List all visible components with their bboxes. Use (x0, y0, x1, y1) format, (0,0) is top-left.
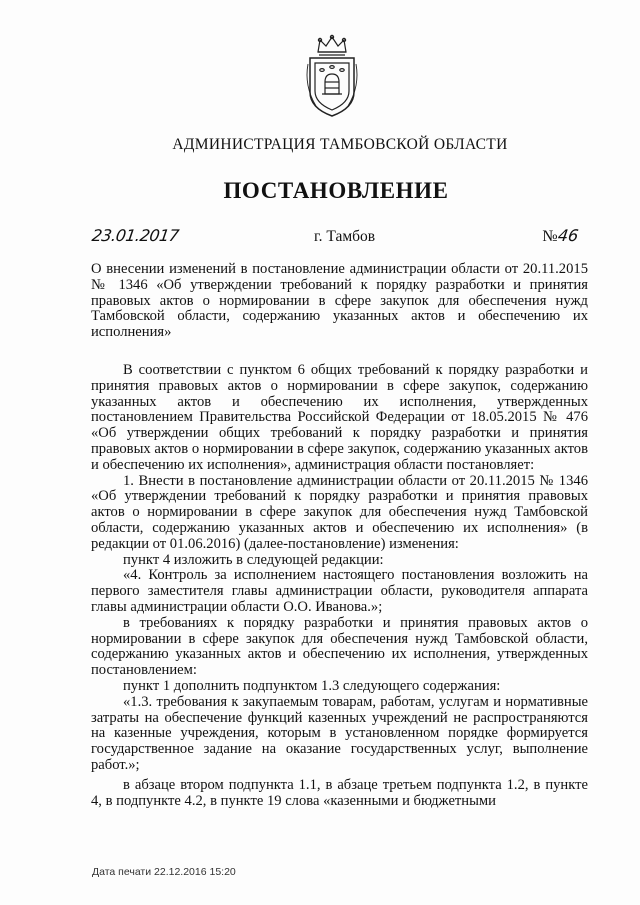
print-date-footer: Дата печати 22.12.2016 15:20 (92, 866, 236, 878)
tambov-coat-of-arms-icon (300, 34, 364, 120)
document-date: 23.01.2017 (90, 226, 180, 245)
body-paragraph: в абзаце втором подпункта 1.1, в абзаце третьем подпункта 1.2, в пункте 4, в подпункте 4.2, в пункте 19 слова «казенными и бюджетными (91, 776, 588, 809)
body-paragraph: 1. Внести в постановление администрации области от 20.11.2015 № 1346 «Об утверждении требований к порядку разработки и принятия правовых актов о нормировании в сфере закупок для обеспечения нужд Тамбовской области, содержанию указанных актов и обеспечению их исполнения» (в редакции от 01.06.2016) (далее-постановление) изменения: (91, 472, 588, 552)
document-city: г. Тамбов (314, 228, 376, 245)
document-body (91, 363, 588, 809)
document-number (542, 226, 578, 246)
number-value: 46 (556, 226, 580, 245)
document-type-title: ПОСТАНОВЛЕНИЕ (223, 178, 449, 203)
organization-name: АДМИНИСТРАЦИЯ ТАМБОВСКОЙ ОБЛАСТИ (172, 136, 508, 153)
body-paragraph: пункт 4 изложить в следующей редакции: (123, 551, 384, 568)
body-paragraph: в требованиях к порядку разработки и принятия правовых актов о нормировании в сфере закупок для обеспечения нужд Тамбовской области, содержанию указанных актов и обеспечению их исполнения, утвержденных постановлением: (91, 614, 588, 679)
body-paragraph: В соответствии с пунктом 6 общих требований к порядку разработки и принятия правовых актов о нормировании в сфере закупок, содержанию указанных актов и обеспечению их исполнения, утвержденных постановлением Правительства Российской Федерации от 18.05.2015 № 476 «Об утверждении общих требований к порядку разработки и принятия правовых актов о нормировании в сфере закупок, содержанию указанных актов и обеспечению их исполнения», администрация области постановляет: (91, 362, 588, 473)
body-paragraph: пункт 1 дополнить подпунктом 1.3 следующего содержания: (123, 677, 501, 694)
document-meta (92, 226, 578, 250)
document-subject: О внесении изменений в постановление администрации области от 20.11.2015 № 1346 «Об утверждении требований к порядку разработки и принятия правовых актов о нормировании в сфере закупок для обеспечения нужд Тамбовской области, содержанию указанных актов и обеспечению их исполнения» (91, 261, 588, 341)
body-paragraph: «4. Контроль за исполнением настоящего постановления возложить на первого заместителя главы администрации области, руководителя аппарата главы администрации области О.О. Иванова.»; (91, 567, 588, 615)
body-paragraph: «1.3. требования к закупаемым товарам, работам, услугам и нормативные затраты на обеспечение функций казенных учреждений не распространяются на казенные учреждения, которым в установленном порядке формируется государственное задание на оказание государственных услуг, выполнение работ.»; (91, 693, 588, 773)
number-label: № (542, 228, 558, 245)
